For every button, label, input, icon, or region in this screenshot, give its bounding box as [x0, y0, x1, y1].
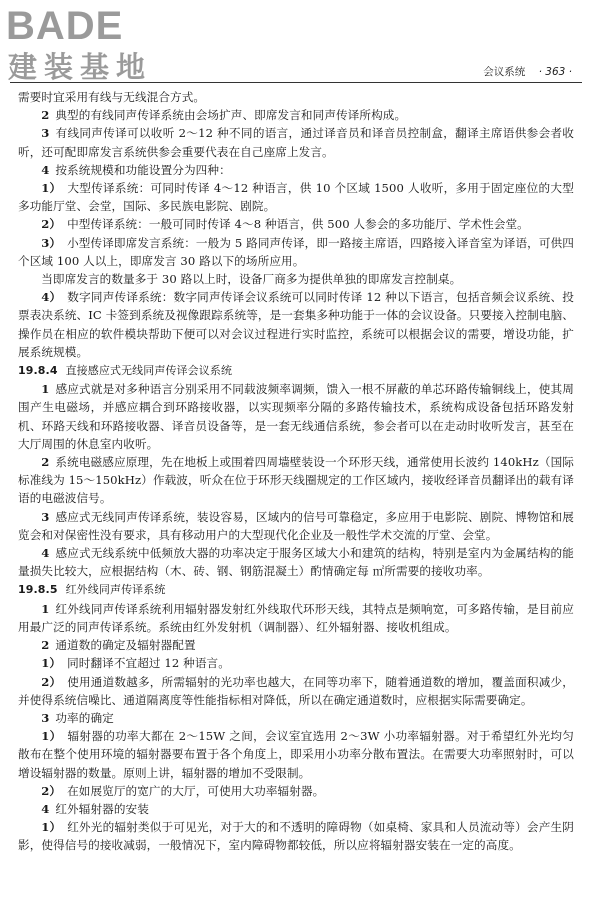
item-text: 感应式无线同声传译系统，装设容易，区域内的信号可靠稳定，多应用于电影院、剧院、博物馆和展览会和对保密性没有要求，具有移动用户的大型现代化企业及一般性学术交流的厅堂、会堂。 — [18, 509, 574, 542]
list-item — [18, 179, 574, 215]
list-item — [18, 600, 574, 636]
item-text: 系统电磁感应原理，先在地板上或围着四周墙壁装设一个环形天线，通常使用长波约 140kHz（国际标准线为 15～150kHz）作载波，听众在位于环形天线圈规定的工作区域内，接收经译音员翻译出的载有译语的电磁波信号。 — [18, 455, 574, 506]
item-number: 4 — [41, 801, 50, 816]
item-text: 按系统规模和功能设置分为四种： — [55, 162, 231, 177]
list-item — [18, 673, 574, 709]
section-heading — [18, 581, 574, 599]
item-number: 2 — [41, 108, 50, 123]
item-number: 1） — [41, 656, 62, 671]
section-number: 19.8.4 — [18, 364, 58, 378]
body-text — [18, 88, 574, 855]
item-number: 2） — [41, 217, 62, 232]
list-item — [18, 709, 574, 727]
item-text: 中型传译系统：一般可同时传译 4～8 种语言，供 500 人参会的多功能厅、学术性会堂。 — [67, 217, 529, 232]
list-item — [18, 453, 574, 508]
item-text: 有线同声传译可以收听 2～12 种不同的语言，通过译音员和译音员控制盒，翻译主席语供参会者收听，还可配即席发言系统供参会重要代表在自己座席上发言。 — [18, 126, 574, 159]
list-item — [18, 544, 574, 580]
item-number: 4 — [41, 546, 50, 561]
item-text: 功率的确定 — [55, 710, 114, 725]
list-item — [18, 782, 574, 800]
list-item — [18, 727, 574, 782]
item-number: 1 — [41, 601, 50, 616]
item-text: 在如展览厅的宽广的大厅，可使用大功率辐射器。 — [67, 783, 325, 798]
item-number: 2） — [41, 783, 62, 798]
running-header — [483, 64, 572, 79]
list-item — [18, 234, 574, 270]
item-number: 4 — [41, 162, 50, 177]
item-number: 2 — [41, 638, 50, 653]
header-section-title: 会议系统 — [483, 66, 526, 78]
item-text: 红外光的辐射类似于可见光，对于大的和不透明的障碍物（如桌椅、家具和人员流动等）会产生阴影，使得信号的接收减弱，一般情况下，室内障碍物都较低，所以应将辐射器安装在一定的高度。 — [18, 820, 574, 853]
item-text: 数字同声传译系统：数字同声传译会议系统可以同时传译 12 种以下语言，包括音频会议系统、投票表决系统、IC 卡签到系统及视像跟踪系统等，是一套集多种功能于一体的会议设备。只要接入控制电脑、操作员在相应的软件模块帮助下便可以对会议过程进行实时监控，系统可以根据会议的需要，增设功能，扩展系统规模。 — [18, 290, 574, 359]
list-item — [18, 654, 574, 672]
item-number: 1 — [41, 382, 50, 397]
item-text: 红外线同声传译系统利用辐射器发射红外线取代环形天线，其特点是频响宽，可多路传输，是目前应用最广泛的同声传译系统。系统由红外发射机（调制器）、红外辐射器、接收机组成。 — [18, 601, 574, 634]
section-title: 红外线同声传译系统 — [65, 583, 166, 597]
section-heading — [18, 362, 574, 380]
item-text: 大型传译系统：可同时传译 4～12 种语言，供 10 个区域 1500 人收听，多用于固定座位的大型多功能厅堂、会堂，国际、多民族电影院、剧院。 — [18, 181, 574, 214]
list-item — [18, 800, 574, 818]
page-number: · 363 · — [538, 66, 572, 78]
item-number: 3 — [41, 126, 50, 141]
section-number: 19.8.5 — [18, 583, 58, 597]
item-number: 1） — [41, 181, 62, 196]
list-item — [18, 106, 574, 124]
logo-subtitle: 建装基地 — [8, 50, 153, 84]
header-divider — [10, 82, 582, 83]
item-text: 辐射器的功率大都在 2～15W 之间，会议室宜选用 2～3W 小功率辐射器。对于希望红外光均匀散布在整个使用环境的辐射器要布置于各个角度上，即采用小功率分散布置法。在需要大功率照射时，可以增设辐射器的数量。原则上讲，辐射器的增加不受限制。 — [18, 729, 574, 780]
item-number: 2 — [41, 455, 50, 470]
item-number: 3 — [41, 710, 50, 725]
paragraph: 需要时宜采用有线与无线混合方式。 — [18, 90, 206, 104]
list-item — [18, 380, 574, 453]
item-text: 感应式就是对多种语言分别采用不同载波频率调频，馈入一根不屏蔽的单芯环路传输铜线上，使其周围产生电磁场，并感应耦合到环路接收器，以实现频率分隔的多路传输技术，系统构成设备包括环路发射机、环路天线和环路接收器、译音员设备等，是一套无线通信系统，参会者可以在走动时收听发言，甚至在大厅周围的休息室内收听。 — [18, 382, 574, 451]
list-item — [18, 636, 574, 654]
item-text: 红外辐射器的安装 — [55, 801, 149, 816]
item-number: 4） — [41, 290, 62, 305]
paragraph: 当即席发言的数量多于 30 路以上时，设备厂商多为提供单独的即席发言控制桌。 — [41, 272, 462, 287]
list-item — [18, 288, 574, 361]
list-item — [18, 818, 574, 854]
item-number: 1） — [41, 729, 62, 744]
publisher-logo — [6, 4, 186, 88]
item-text: 同时翻译不宜超过 12 种语言。 — [67, 656, 230, 671]
item-text: 使用通道数越多，所需辐射的光功率也越大，在同等功率下，随着通道数的增加，覆盖面积减少，并使得系统信噪比、通道隔离度等性能指标相对降低，所以在确定通道数时，应根据实际需要确定。 — [18, 674, 574, 707]
list-item — [18, 508, 574, 544]
item-number: 2） — [41, 674, 62, 689]
section-title: 直接感应式无线同声传译会议系统 — [65, 364, 233, 378]
list-item — [18, 124, 574, 160]
item-text: 通道数的确定及辐射器配置 — [55, 638, 196, 653]
item-text: 感应式无线系统中低频放大器的功率决定于服务区域大小和建筑的结构，特别是室内为金属结构的能量损失比较大，应根据结构（木、砖、钢、钢筋混凝土）酌情确定每 ㎡所需要的接收功率。 — [18, 546, 574, 579]
item-text: 小型传译即席发言系统：一般为 5 路同声传译，即一路接主席语，四路接入译音室为译语，可供四个区域 100 人以上，即席发言 30 路以下的场所应用。 — [18, 235, 574, 268]
list-item — [18, 161, 574, 179]
item-number: 3） — [41, 235, 62, 250]
item-number: 3 — [41, 509, 50, 524]
item-text: 典型的有线同声传译系统由会场扩声、即席发言和同声传译所构成。 — [55, 108, 407, 123]
list-item — [18, 215, 574, 233]
logo-wordmark: BADE — [6, 4, 124, 48]
item-number: 1） — [41, 820, 62, 835]
